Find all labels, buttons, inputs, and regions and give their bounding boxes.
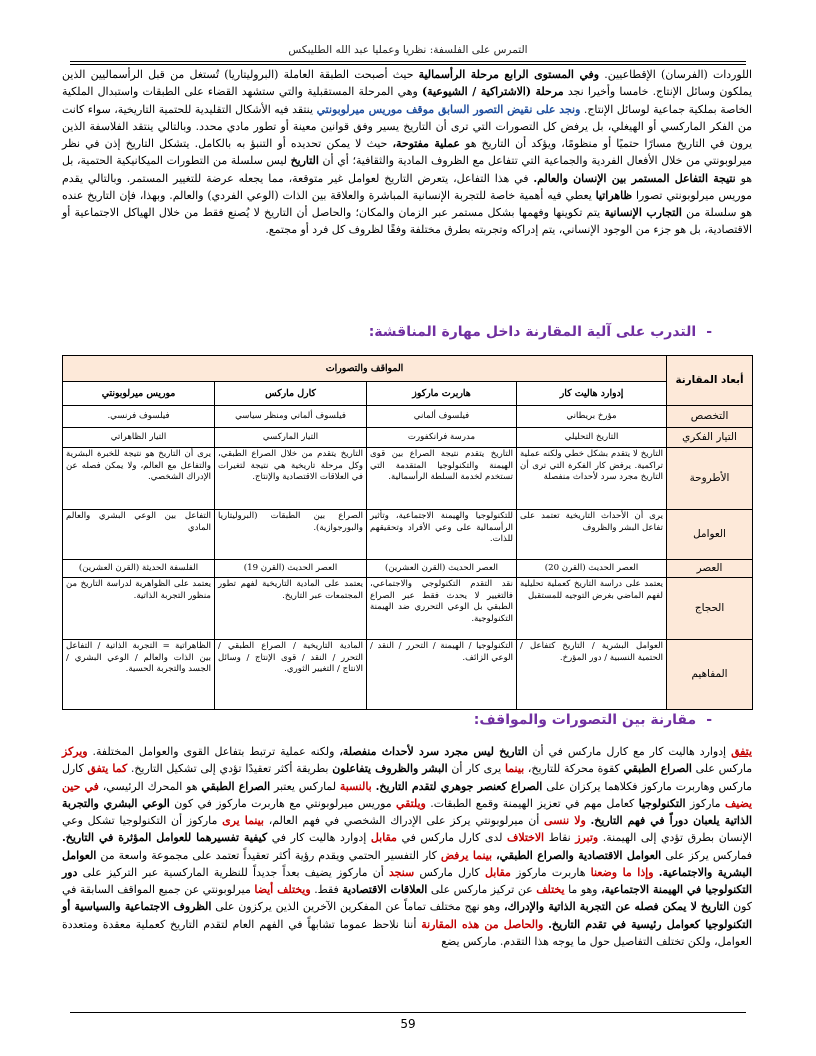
text-run-accent: ويركز (62, 745, 88, 758)
text-run-bold: الوعي البشري والتجربة الذاتية يلعبان دوراً في فهم التاريخ. (62, 796, 752, 827)
text-run-bold: العوامل الاقتصادية والصراع الطبقي، (496, 848, 662, 862)
text-run-bold: التاريخ ليس مجرد سرد لأحداث منفصلة، (339, 745, 528, 758)
text-run-accent: يتفق (731, 745, 752, 758)
text-run-bold: ظاهراتيا (595, 188, 633, 202)
heading-text: التدرب على آلية المقارنة داخل مهارة المناقشة: (368, 324, 697, 340)
table-cell: التاريخ يتقدم من خلال الصراع الطبقي، وكل مرحلة تاريخية هي نتيجة لتغيرات في العلاقات الاقتصادية والإنتاج. (215, 448, 367, 510)
text-run: وهو نهج مختلف تماماً عن المفكرين الآخرين الذين يركزون على (211, 900, 505, 914)
text-run: أن ماركوز يضيف بعداً جديداً للنظرية الماركسية عبر التركيز على (77, 865, 389, 879)
text-run-accent: مقابل (484, 865, 511, 879)
table-cell: الفلسفة الحديثة (القرن العشرين) (63, 560, 215, 578)
heading-text: مقارنة بين التصورات والمواقف: (473, 712, 697, 728)
dimensions-header: أبعاد المقارنة (667, 356, 753, 406)
text-run-accent: سنجد (388, 865, 415, 879)
text-run: نقاط (544, 831, 576, 845)
table-cell: التاريخ التحليلي (517, 428, 667, 448)
positions-header: المواقف والتصورات (63, 356, 667, 382)
table-cell: يعتمد على الظواهرية لدراسة التاريخ من منظور التجربة الذاتية. (63, 578, 215, 640)
text-run: هاربرت ماركوز (510, 865, 591, 879)
running-header: التمرس على الفلسفة: نظريا وعمليا عبد الله الطليبكس (288, 44, 528, 56)
table-cell: يعتمد على دراسة التاريخ كعملية تحليلية لفهم الماضي بغرض التوجيه للمستقبل (517, 578, 667, 640)
philosophers-row (63, 382, 753, 406)
text-run-accent: يختلف (536, 883, 565, 896)
body-paragraph-2 (62, 743, 752, 950)
row-label: المفاهيم (667, 640, 753, 710)
text-run-accent: الاختلاف (507, 831, 545, 845)
text-run-bold: الصراع كعنصر جوهري لتقدم التاريخ. (375, 779, 543, 793)
table-cell: العصر الحديث (القرن العشرين) (367, 560, 517, 578)
philosopher-header: كارل ماركس (215, 382, 367, 406)
table-cell: التاريخ يتقدم نتيجة الصراع بين قوى الهيمنة والتكنولوجيا المتقدمة التي تستخدم لخدمة السلطة الرأسمالية. (367, 448, 517, 510)
row-label: التيار الفكري (667, 428, 753, 448)
table-cell: التفاعل بين الوعي البشري والعالم المادي (63, 510, 215, 560)
table-row (63, 448, 753, 510)
row-label: الحجاج (667, 578, 753, 640)
table-cell: نقد التقدم التكنولوجي والاجتماعي، فالتغيير لا يحدث فقط عبر الصراع الطبقي بل الوعي التحرري ضد الهيمنة التكنولوجية. (367, 578, 517, 640)
philosopher-header: موريس ميرلوبونتي (63, 382, 215, 406)
text-run-accent: ويختلف أيضا (254, 883, 311, 896)
header-rule-thick (70, 64, 746, 65)
text-run-highlight: ونجد على نقيض التصور السابق موقف موريس ميرلوبونتي (316, 102, 581, 116)
text-run-bold: الصراع الطبقي (623, 762, 692, 776)
text-run: ولكنه عملية ترتبط بتفاعل القوى والعوامل المختلفة. (87, 745, 340, 758)
footer-rule (70, 1012, 746, 1013)
text-run-accent: بالنسبة (339, 779, 372, 793)
text-run: لدى كارل ماركس في (396, 831, 508, 845)
table-row (63, 428, 753, 448)
table-cell: فيلسوف فرنسي. (63, 406, 215, 428)
text-run-accent: والحاصل من هذه المقارنة (421, 917, 544, 931)
text-run: كارل ماركس (414, 865, 485, 879)
text-run: اللوردات (الفرسان) الإقطاعيين. (599, 68, 752, 81)
text-run-bold: نتيجة التفاعل المستمر بين الإنسان والعالم. (533, 171, 736, 185)
text-run-accent: ولا ننسى (544, 814, 586, 827)
table-cell: للتكنولوجيا والهيمنة الاجتماعية، وتأثير الرأسمالية على وعي الأفراد وتحقيقهم للذات. (367, 510, 517, 560)
text-run: إدوارد هاليت كار في (267, 831, 371, 845)
table-cell: العوامل البشرية / التاريخ كتفاعل / الحتمية النسبية / دور المؤرخ. (517, 640, 667, 710)
text-run: فقط. (310, 883, 343, 896)
table-cell: التيار الماركسي (215, 428, 367, 448)
text-run: فماركس يركز على (661, 848, 752, 862)
table-cell: مدرسة فرانكفورت (367, 428, 517, 448)
table-cell: فيلسوف ألماني ومنظر سياسي (215, 406, 367, 428)
text-run: ليس سلسلة من التطورات الميكانيكية الحتمية، بل هو (62, 154, 752, 185)
text-run-bold: التجارب الإنسانية (604, 206, 682, 219)
section-heading-comparison-training (369, 324, 712, 340)
page-number: 59 (400, 1017, 416, 1031)
text-run: لماركس يعتبر (270, 779, 340, 793)
text-run: ينتقد فيه الأشكال التقليدية للحتمية التاريخية، سواء كانت من الفكر الماركسي أو الهيغلي، بل يرفض كل التصورات التي ترى أن التاريخ يسير وفق قوانين معينة أو تطور مادي محدد. وبالتالي ينتقد الفلاسفة الذين يرون في التاريخ مسارًا حتميًا أو منظومًا، ويؤكد أن التاريخ هو (62, 102, 752, 150)
table-cell: يرى أن التاريخ هو نتيجة للخبرة البشرية والتفاعل مع العالم، ولا يمكن فصله عن الإدراك الشخصي. (63, 448, 215, 510)
row-label: الأطروحة (667, 448, 753, 510)
text-run-accent: كما يتفق (87, 762, 128, 776)
text-run: أننا نلاحظ عموما تشابهاً في الفهم العام لتقدم التاريخ كعملية معقدة ومتعددة العوامل، ولكن تختلف التفاصيل حول ما يوجه هذا التقدم. ماركس يضع (62, 917, 752, 948)
table-cell: يعتمد على المادية التاريخية لفهم تطور المجتمعات عبر التاريخ. (215, 578, 367, 640)
text-run: ماركوز (685, 796, 725, 810)
text-run: يرى كار أن (447, 762, 505, 776)
text-run: ماركس على (691, 762, 753, 776)
table-row (63, 640, 753, 710)
text-run-bold: الظروف الاجتماعية والسياسية أو التكنولوجيا كعوامل رئيسية في تقدم التاريخ. (62, 900, 752, 931)
heading-dash: - (706, 712, 712, 728)
table-cell: التكنولوجيا / الهيمنة / التحرر / النقد / الوعي الزائف. (367, 640, 517, 710)
text-run: إدوارد هاليت كار مع كارل ماركس في أن (527, 745, 732, 758)
table-cell: الصراع بين الطبقات (البروليتاريا والبورجوازية). (215, 510, 367, 560)
text-run: ماركوز أن التكنولوجيا تشكل وعي الإنسان بطرق تؤدي إلى الهيمنة. (62, 814, 753, 845)
text-run-bold: العوامل البشرية والاجتماعية. (62, 848, 753, 879)
body-paragraph-1 (62, 66, 752, 239)
text-run: كعامل مهم في تعزيز الهيمنة وقمع الطبقات. (425, 796, 639, 810)
philosopher-header: إدوارد هاليت كار (517, 382, 667, 406)
text-run: حيث لا يمكن تحديده أو التنبؤ به بالكامل. يتشكل التاريخ إذن في نظر ميرلوبونتي من خلال الأفعال الفردية والجماعية التي تتفاعل مع الظروف المادية والثقافية؛ أي أن (62, 137, 752, 168)
text-run: هو المحرك الرئيسي، (98, 779, 202, 793)
table-cell: يرى أن الأحداث التاريخية تعتمد على تفاعل البشر والظروف (517, 510, 667, 560)
philosopher-header: هاربرت ماركوز (367, 382, 517, 406)
text-run-bold: التاريخ (290, 154, 319, 168)
text-run-accent: في حين يضيف (62, 779, 752, 810)
text-run-bold: الصراع الطبقي (201, 779, 271, 793)
text-run-bold: عملية مفتوحة، (392, 137, 460, 150)
row-label: العصر (667, 560, 753, 578)
text-run-bold: مرحلة (الاشتراكية / الشيوعية) (421, 85, 564, 99)
table-row (63, 510, 753, 560)
table-cell: التاريخ لا يتقدم بشكل خطي ولكنه عملية تراكمية. يرفض كار الفكرة التي ترى أن التاريخ مجرد سرد لأحداث منفصلة (517, 448, 667, 510)
text-run-bold: كيفية تفسيرهما للعوامل المؤثرة في التاريخ. (62, 831, 268, 845)
text-run-accent: وإذا ما وضعنا (590, 865, 654, 879)
text-run: عن تركيز ماركس على (427, 883, 537, 896)
table-header-row (63, 356, 753, 382)
table-cell: مؤرخ بريطاني (517, 406, 667, 428)
table-cell: فيلسوف ألماني (367, 406, 517, 428)
table-row (63, 406, 753, 428)
text-run: يعطي فيه أهمية خاصة للتجربة الإنسانية المباشرة والعلاقة بين الذات (الوعي الفردي) والعالم. وبهذا، فإن التاريخ عنده هو سلسلة من (62, 188, 752, 219)
text-run: حيث أصبحت الطبقة العاملة (البروليتاريا) تُستغل من قبل الرأسماليين الذين يملكون وسائل الإنتاج. خامسا وأخيرا نجد (62, 68, 753, 99)
text-run: ميرلوبونتي عن جميع المواقف السابقة في كون (62, 883, 752, 914)
text-run-accent: بينما يرفض (440, 848, 493, 862)
row-label: العوامل (667, 510, 753, 560)
table-cell: المادية التاريخية / الصراع الطبقي / التحرر / النقد / قوى الإنتاج / وسائل الانتاج / التغيير الثوري. (215, 640, 367, 710)
text-run: يتم تكوينها وفهمها بشكل مستمر عبر الزمان والمكان؛ والحاصل أن التاريخ لا يُصنع فقط من خلال الهياكل الاجتماعية أو الاقتصادية، بل هو جزء من الوجود الإنساني، يتم إدراكه وتجربته بطرق مختلفة وفقًا لظروف كل فرد أو مجتمع. (62, 206, 752, 237)
text-run-bold: العلاقات الاقتصادية (342, 883, 428, 896)
heading-dash: - (706, 324, 712, 340)
text-run: وهي المرحلة المستقبلية والتي ستشهد القضاء على الطبقات واستبدال الملكية الخاصة بملكية جماعية لوسائل الإنتاج. (62, 85, 753, 116)
text-run: موريس ميرلوبونتي مع هاربرت ماركوز في كون (169, 796, 396, 810)
text-run: كقوة محركة للتاريخ، (524, 762, 624, 776)
table-cell: العصر الحديث (القرن 20) (517, 560, 667, 578)
table-cell: الظاهراتية = التجربة الذاتية / التفاعل بين الذات والعالم / الوعي البشري / الجسد والتجربة الحسية. (63, 640, 215, 710)
text-run: كار التفسير الحتمي ويقدم رؤية أكثر تعقيداً تعتمد على مجموعة واسعة من (96, 848, 441, 862)
text-run-accent: مقابل (370, 831, 397, 845)
table-row (63, 560, 753, 578)
text-run-bold: التكنولوجيا (638, 796, 686, 810)
text-run: وهو ما (564, 883, 602, 896)
text-run-bold: التاريخ لا يمكن فصله عن التجربة الذاتية والإدراك، (504, 900, 730, 914)
text-run-accent: ويلتقي (396, 796, 426, 810)
text-run: في هذا التفاعل، يتعرض التاريخ لعوامل غير متوقعة، مما يجعله عرضة للتغيير المستمر. وبالتالي يقدم موريس ميرلوبونتي تصورا (62, 171, 752, 202)
text-run: أن ميرلوبونتي يركز على الإدراك الشخصي في فهم العالم، (263, 814, 545, 827)
text-run-bold: البشر والظروف يتفاعلون (332, 762, 448, 776)
text-run-accent: وتبرز (575, 831, 599, 845)
table-cell: العصر الحديث (القرن 19) (215, 560, 367, 578)
header-rule (70, 61, 746, 62)
text-run: بطريقة أكثر تعقيدًا تؤدي إلى تشكيل التاريخ. (127, 762, 333, 776)
text-run-bold: دور التكنولوجيا في الهيمنة الاجتماعية، (62, 865, 753, 896)
table-row (63, 578, 753, 640)
table-cell: التيار الظاهراتي (63, 428, 215, 448)
text-run-bold: وفي المستوى الرابع مرحلة الرأسمالية (418, 68, 600, 81)
section-heading-comparison (474, 712, 712, 728)
text-run: كارل ماركس وهاربرت ماركوز فكلاهما يركزان على (62, 762, 753, 793)
comparison-table (62, 355, 753, 710)
text-run-accent: بينما (504, 762, 525, 776)
row-label: التخصص (667, 406, 753, 428)
text-run-accent: بينما يرى (222, 814, 264, 827)
